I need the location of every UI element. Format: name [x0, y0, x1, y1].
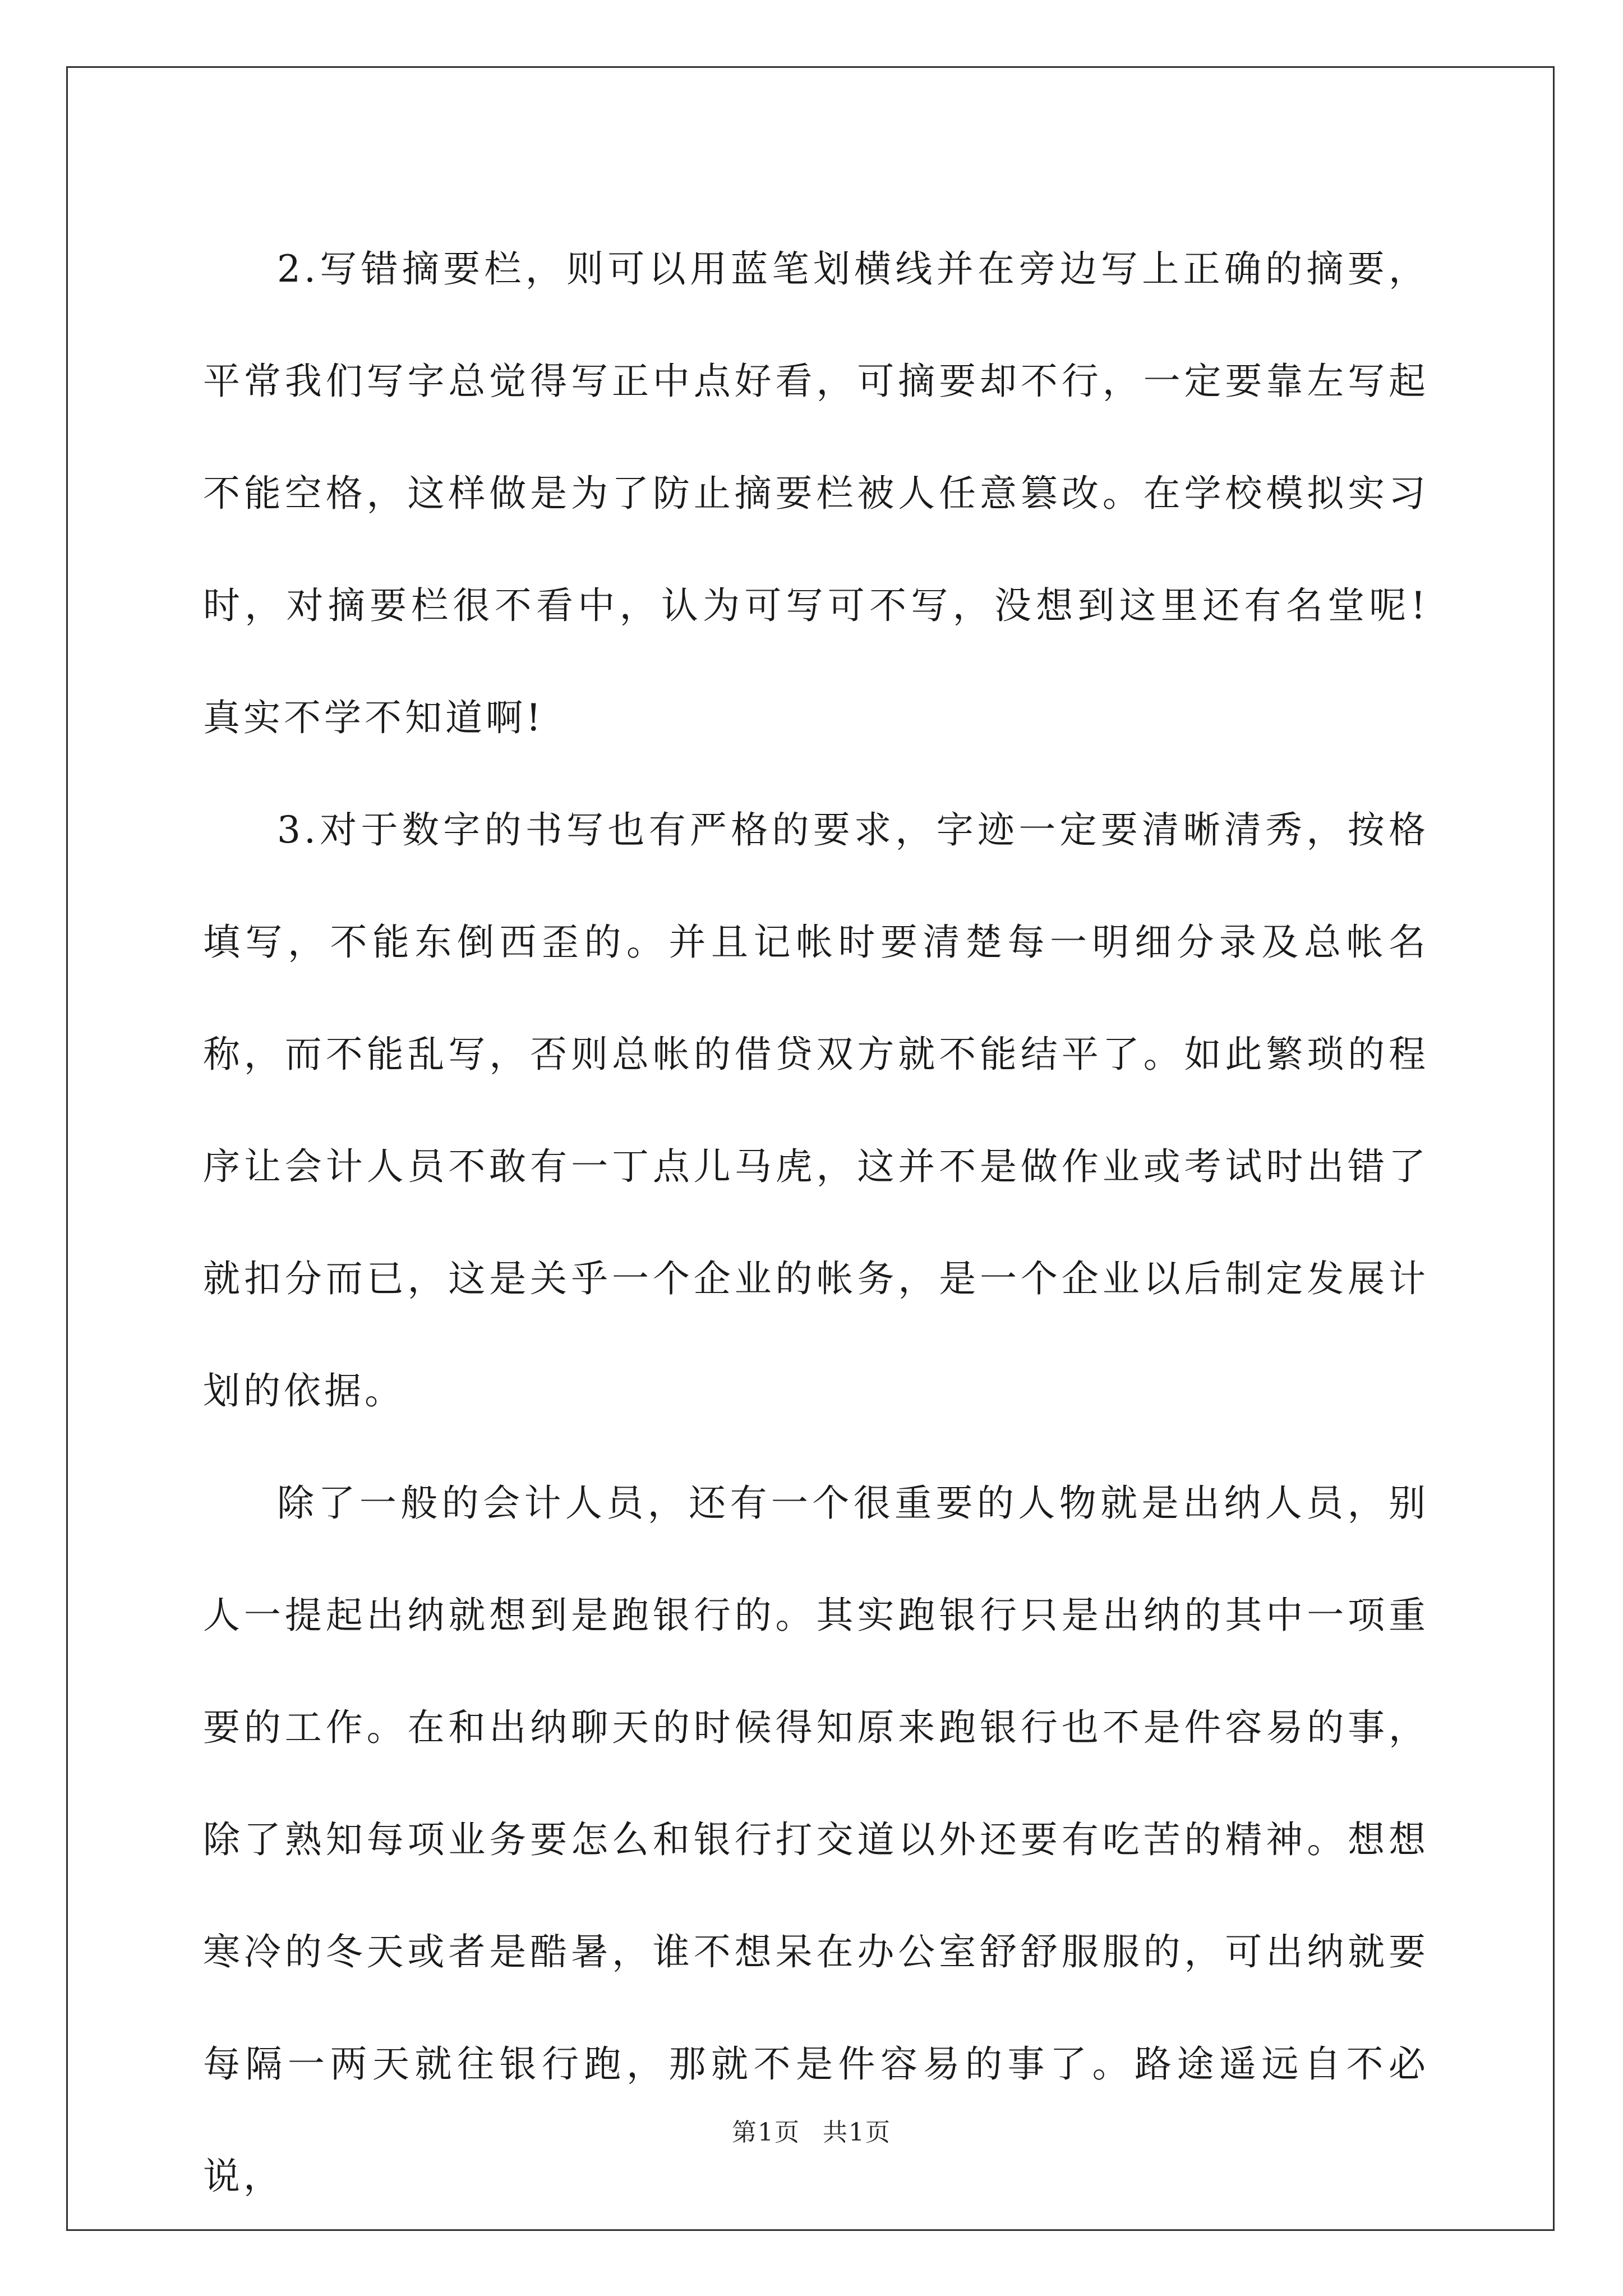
paragraph-writing-summary: 2.写错摘要栏，则可以用蓝笔划横线并在旁边写上正确的摘要，平常我们写字总觉得写正中点好看，可摘要却不行，一定要靠左写起不能空格，这样做是为了防止摘要栏被人任意篡改。在学校模拟实习时，对摘要栏很不看中，认为可写可不写，没想到这里还有名堂呢!真实不学不知道啊!: [203, 247, 1429, 739]
page-total: 共1页: [823, 2118, 891, 2147]
paragraph-writing-numbers: 3.对于数字的书写也有严格的要求，字迹一定要清晰清秀，按格填写，不能东倒西歪的。并且记帐时要清楚每一明细分录及总帐名称，而不能乱写，否则总帐的借贷双方就不能结平了。如此繁琐的程序让会计人员不敢有一丁点儿马虎，这并不是做作业或考试时出错了就扣分而已，这是关乎一个企业的帐务，是一个企业以后制定发展计划的依据。: [203, 808, 1429, 1412]
page-number: 第1页: [732, 2118, 800, 2147]
page-footer: [0, 2112, 1623, 2148]
document-body: [203, 213, 1429, 2233]
paragraph-cashier: 除了一般的会计人员，还有一个很重要的人物就是出纳人员，别人一提起出纳就想到是跑银行的。其实跑银行只是出纳的其中一项重要的工作。在和出纳聊天的时候得知原来跑银行也不是件容易的事，除了熟知每项业务要怎么和银行打交道以外还要有吃苦的精神。想想寒冷的冬天或者是酷暑，谁不想呆在办公室舒舒服服的，可出纳就要每隔一两天就往银行跑，那就不是件容易的事了。路途遥远自不必说，: [203, 1481, 1429, 2198]
